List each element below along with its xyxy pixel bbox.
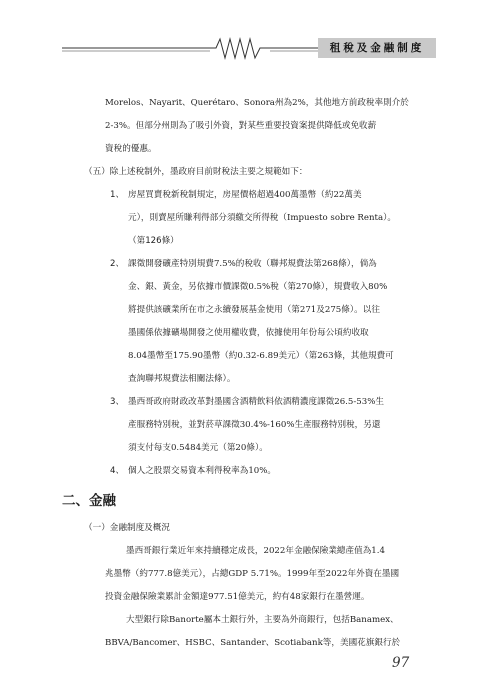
paragraph-line: 大型銀行除Banorte屬本土銀行外，主要為外商銀行，包括Banamex、	[126, 615, 399, 625]
paragraph-line: 投資金融保險業累計金額達977.51億美元，約有48家銀行在墨營運。	[105, 592, 370, 602]
list-item-line: 課徵開發礦產特別規費7.5%的稅收（聯邦規費法第268條），倘為	[128, 259, 377, 269]
subsection-heading: （一）金融制度及概況	[84, 523, 170, 533]
list-item-line: 墨國係依據礦場開發之使用權收費，依據使用年份每公頃約收取	[128, 328, 369, 338]
paragraph-line: Morelos、Nayarit、Querétaro、Sonora州為2%，其他地方前政稅率則介於	[105, 98, 409, 108]
paragraph-line: 2-3%。但部分州則為了吸引外資，對某些重要投資案提供降低或免收薪	[105, 121, 377, 131]
paragraph-line: BBVA/Bancomer、HSBC、Santander、Scotiabank等，美國花旗銀行於	[105, 638, 401, 648]
paragraph-line: 墨西哥銀行業近年來持續穩定成長，2022年金融保險業總產值為1.4	[126, 546, 385, 556]
page-number: 97	[392, 655, 410, 671]
list-item-number: 1、	[110, 190, 125, 200]
list-item-line: 房屋買賣稅新稅制規定，房屋價格超過400萬墨幣（約22萬美	[128, 190, 362, 200]
list-item-line: 產服務特別稅，並對菸草課徵30.4%-160%生產服務特別稅，另還	[128, 420, 381, 430]
subsection-heading: （五）除上述稅制外，墨政府目前財稅法主要之規範如下：	[84, 167, 308, 177]
list-item-line: 個人之股票交易資本利得稅率為10%。	[128, 466, 277, 476]
section-heading: 二、金融	[62, 493, 116, 509]
list-item-line: 元），則賣屋所賺利得部分須繳交所得稅（Impuesto sobre Renta）。	[128, 213, 396, 223]
list-item-line: 8.04墨幣至175.90墨幣（約0.32-6.89美元）（第263條，其他規費可	[128, 351, 394, 361]
list-item-line: 墨西哥政府財政改革對墨國含酒精飲料依酒精濃度課徵26.5-53%生	[128, 397, 384, 407]
header-title: 租稅及金融制度	[318, 38, 436, 58]
list-item-line: 將提供該礦業所在市之永續發展基金使用（第271及275條）。以往	[128, 305, 380, 315]
list-item-number: 2、	[110, 259, 125, 269]
list-item-line: 須支付每支0.5484美元（第20條）。	[128, 443, 268, 453]
list-item-line: 查詢聯邦規費法相關法條）。	[128, 374, 236, 384]
list-item-number: 4、	[110, 466, 125, 476]
list-item-number: 3、	[110, 397, 125, 407]
list-item-line: 金、銀、黃金，另依據市價課徵0.5%稅（第270條），規費收入80%	[128, 282, 388, 292]
paragraph-line: 兆墨幣（約777.8億美元），占總GDP 5.71%。1999年至2022年外資在墨國	[105, 569, 400, 579]
paragraph-line: 資稅的優惠。	[105, 144, 157, 154]
page-header	[0, 36, 480, 66]
list-item-line: （第126條）	[128, 236, 179, 246]
